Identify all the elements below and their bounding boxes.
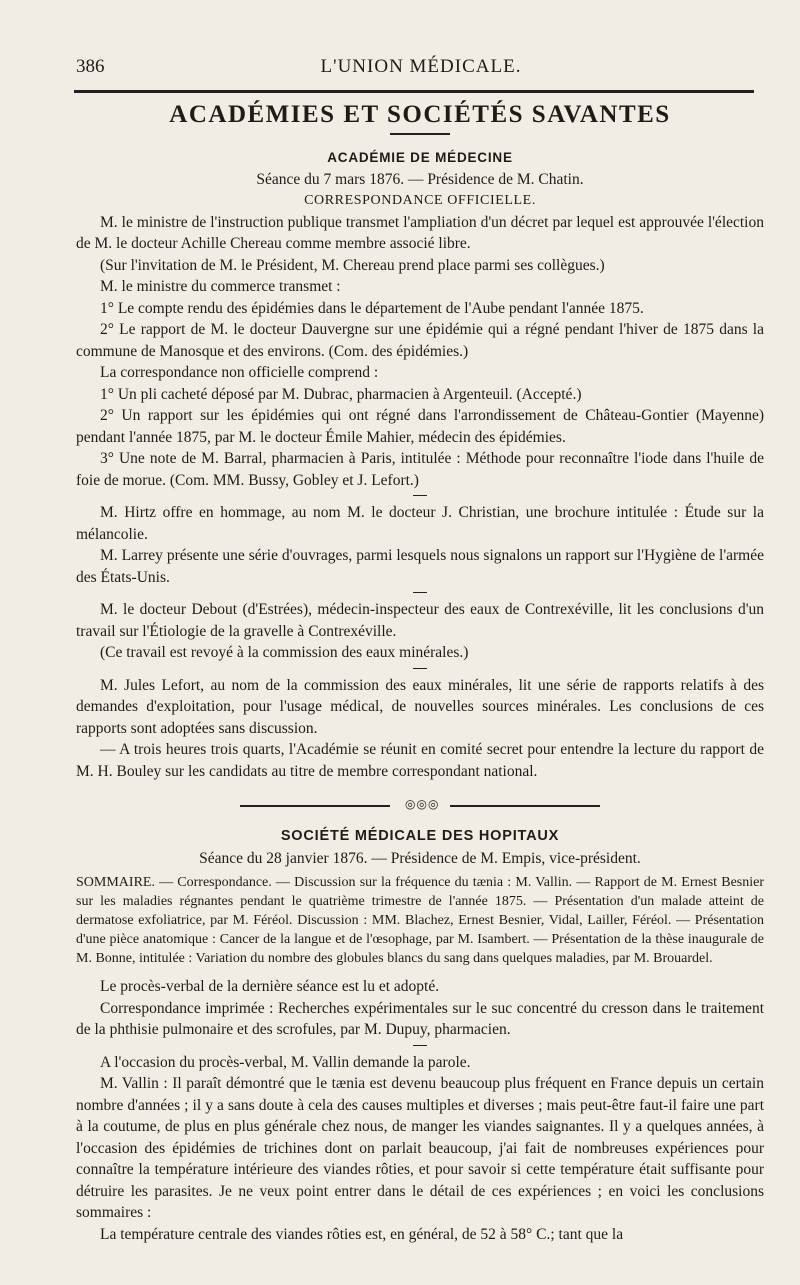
paragraph: 1° Un pli cacheté déposé par M. Dubrac, pharmacien à Argenteuil. (Accepté.) — [100, 385, 582, 403]
academie-session: Séance du 7 mars 1876. — Présidence de M. Chatin. — [256, 170, 584, 188]
paragraph: M. Hirtz offre en hommage, au nom M. le docteur J. Christian, une brochure intitulée : Étude sur la mélancolie. — [76, 504, 764, 543]
ornament-line-right — [450, 805, 600, 807]
page-number: 386 — [76, 56, 105, 77]
paragraph: (Sur l'invitation de M. le Président, M. Chereau prend place parmi ses collègues.) — [100, 256, 605, 274]
academie-block — [76, 100, 764, 782]
correspondance-heading: CORRESPONDANCE OFFICIELLE. — [304, 193, 536, 208]
paragraph: — A trois heures trois quarts, l'Académie se réunit en comité secret pour entendre la lecture du rapport de M. H. Bouley sur les candidats au titre de membre correspondant national. — [76, 741, 764, 780]
paragraph: 3° Une note de M. Barral, pharmacien à Paris, intitulée : Méthode pour reconnaître l'iode dans l'huile de foie de morue. (Com. MM. Bussy, Gobley et J. Lefort.) — [76, 450, 764, 489]
ornament-line-left — [240, 805, 390, 807]
paragraph: M. le docteur Debout (d'Estrées), médecin-inspecteur des eaux de Contrexéville, lit les conclusions d'un travail sur l'Étiologie de la gravelle à Contrexéville. — [76, 601, 764, 640]
title-rule — [390, 133, 450, 135]
paragraph: M. Vallin : Il paraît démontré que le tænia est devenu beaucoup plus fréquent en France depuis un certain nombre d'années ; il y a sans doute à cela des causes multiples et diverses ; mais peut-être faut-il faire une part à la coutume, de plus en plus générale chez nous, de manger les viandes saignantes. Il y a quelques années, à l'occasion des épidémies de trichines dont on parlait beaucoup, j'ai fait de nombreuses expériences pour connaître la température intérieure des viandes rôties, et pour savoir si cette température était suffisante pour détruire les parasites. Je ne veux point entrer dans le détail de ces expériences ; en voici les conclusions sommaires : — [76, 1075, 764, 1221]
header-rule — [74, 90, 754, 93]
paragraph: M. le ministre de l'instruction publique transmet l'ampliation d'un décret par lequel est approuvée l'élection de M. le docteur Achille Chereau comme membre associé libre. — [76, 213, 764, 252]
paragraph: La correspondance non officielle comprend : — [100, 364, 379, 381]
paragraph: M. Larrey présente une série d'ouvrages, parmi lesquels nous signalons un rapport sur l'Hygiène de l'armée des États-Unis. — [76, 547, 764, 586]
section-title: ACADÉMIES ET SOCIÉTÉS SAVANTES — [169, 101, 671, 128]
paragraph: M. Jules Lefort, au nom de la commission des eaux minérales, lit une série de rapports relatifs à des demandes d'exploitation, pour l'usage médical, de nouvelles sources minérales. Les conclusions de ces rapports sont adoptées sans discussion. — [76, 676, 764, 737]
running-header — [76, 56, 766, 82]
paragraph: 2° Un rapport sur les épidémies qui ont régné dans l'arrondissement de Château-Gontier (Mayenne) pendant l'année 1875, par M. le docteur Émile Mahier, médecin des épidémies. — [76, 407, 764, 446]
paragraph: Le procès-verbal de la dernière séance est lu et adopté. — [100, 978, 440, 995]
paragraph: La température centrale des viandes rôties est, en général, de 52 à 58° C.; tant que la — [100, 1225, 624, 1243]
societe-session: Séance du 28 janvier 1876. — Présidence de M. Empis, vice-président. — [199, 849, 641, 867]
section-ornament — [240, 797, 600, 811]
spacer — [76, 968, 764, 976]
societe-block — [76, 826, 764, 1245]
paragraph: (Ce travail est revoyé à la commission des eaux minérales.) — [100, 644, 469, 661]
sommaire: SOMMAIRE. — Correspondance. — Discussion sur la fréquence du tænia : M. Vallin. — Rapport de M. Ernest Besnier sur les maladies régnantes pendant le quatrième trimestre de l'année 1875. — Présentation d'un malade atteint de dermatose exfoliatrice, par M. Féréol. Discussion : MM. Blachez, Ernest Besnier, Vidal, Lailler, Féréol. — Présentation d'une pièce anatomique : Cancer de la langue et de l'œsophage, par M. Isambert. — Présentation de la thèse inaugurale de M. Bonne, intitulée : Variation du nombre des globules blancs du sang dans quelques maladies, par M. Brouardel. — [76, 875, 764, 966]
paragraph: 2° Le rapport de M. le docteur Dauvergne sur une épidémie qui a régné pendant l'hiver de 1875 dans la commune de Manosque et des environs. (Com. des épidémies.) — [76, 321, 764, 360]
journal-title: L'UNION MÉDICALE. — [320, 56, 522, 77]
paragraph: Correspondance imprimée : Recherches expérimentales sur le suc concentré du cresson dans le traitement de la phthisie pulmonaire et des scrofules, par M. Dupuy, pharmacien. — [76, 999, 764, 1038]
separator-dash — [413, 1045, 427, 1052]
separator-dash — [413, 495, 427, 502]
ornament-glyph: ◎◎◎ — [405, 797, 440, 811]
separator-dash — [413, 592, 427, 599]
academie-heading: ACADÉMIE DE MÉDECINE — [327, 150, 513, 165]
paragraph: M. le ministre du commerce transmet : — [100, 278, 341, 295]
paragraph: 1° Le compte rendu des épidémies dans le département de l'Aube pendant l'année 1875. — [100, 299, 644, 317]
separator-dash — [413, 668, 427, 675]
paragraph: A l'occasion du procès-verbal, M. Vallin demande la parole. — [100, 1053, 471, 1071]
societe-heading: SOCIÉTÉ MÉDICALE DES HOPITAUX — [280, 828, 560, 844]
